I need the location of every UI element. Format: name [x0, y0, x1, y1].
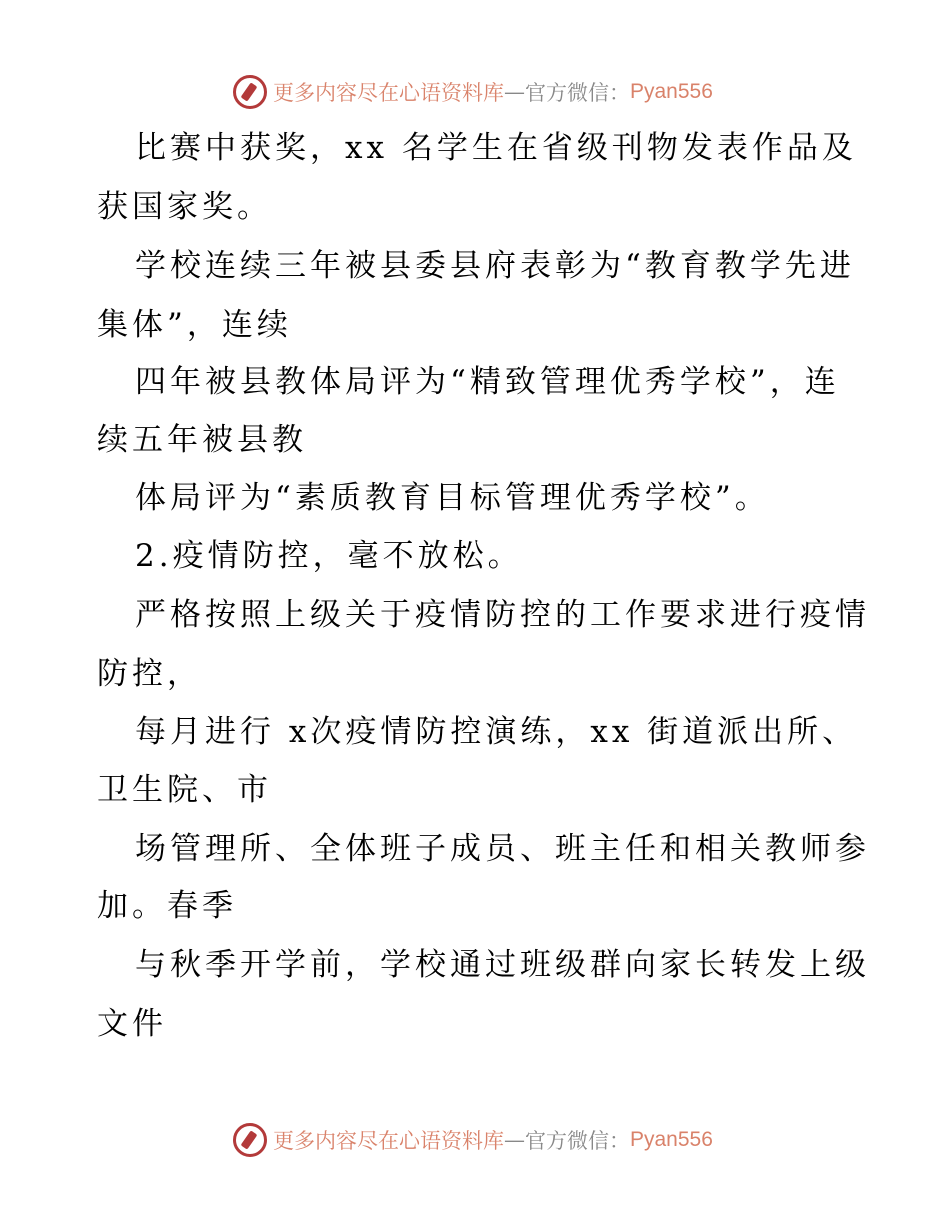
- paragraph-line: 续五年被县教: [97, 422, 307, 458]
- paragraph-line: 每月进行 x次疫情防控演练，xx 街道派出所、: [135, 714, 858, 750]
- watermark-label: 官方微信：: [525, 81, 630, 105]
- watermark-text: 更多内容尽在心语资料库: [273, 1129, 504, 1153]
- footer-watermark: [233, 1120, 713, 1160]
- header-watermark: [233, 72, 713, 112]
- paragraph-line: 2.疫情防控，毫不放松。: [135, 538, 523, 574]
- paragraph-line: 严格按照上级关于疫情防控的工作要求进行疫情: [135, 597, 870, 633]
- watermark-dash: —: [504, 80, 525, 104]
- paragraph-line: 防控，: [97, 656, 202, 692]
- paragraph-line: 与秋季开学前，学校通过班级群向家长转发上级: [135, 947, 870, 983]
- paragraph-line: 加。春季: [97, 888, 237, 924]
- pen-logo-icon: [233, 75, 267, 109]
- pen-logo-icon: [233, 1123, 267, 1157]
- paragraph-line: 体局评为“素质教育目标管理优秀学校”。: [135, 480, 770, 516]
- watermark-id: Pyan556: [630, 1128, 713, 1151]
- paragraph-line: 场管理所、全体班子成员、班主任和相关教师参: [135, 831, 870, 867]
- paragraph-line: 学校连续三年被县委县府表彰为“教育教学先进: [135, 248, 855, 284]
- watermark-label: 官方微信：: [525, 1129, 630, 1153]
- watermark-text: 更多内容尽在心语资料库: [273, 81, 504, 105]
- watermark-id: Pyan556: [630, 80, 713, 103]
- paragraph-line: 获国家奖。: [97, 189, 272, 225]
- paragraph-line: 四年被县教体局评为“精致管理优秀学校”，连: [135, 364, 840, 400]
- paragraph-line: 比赛中获奖，xx 名学生在省级刊物发表作品及: [135, 130, 857, 166]
- paragraph-line: 集体”，连续: [97, 307, 292, 343]
- watermark-dash: —: [504, 1128, 525, 1152]
- paragraph-line: 卫生院、市: [97, 772, 272, 808]
- paragraph-line: 文件: [97, 1006, 167, 1042]
